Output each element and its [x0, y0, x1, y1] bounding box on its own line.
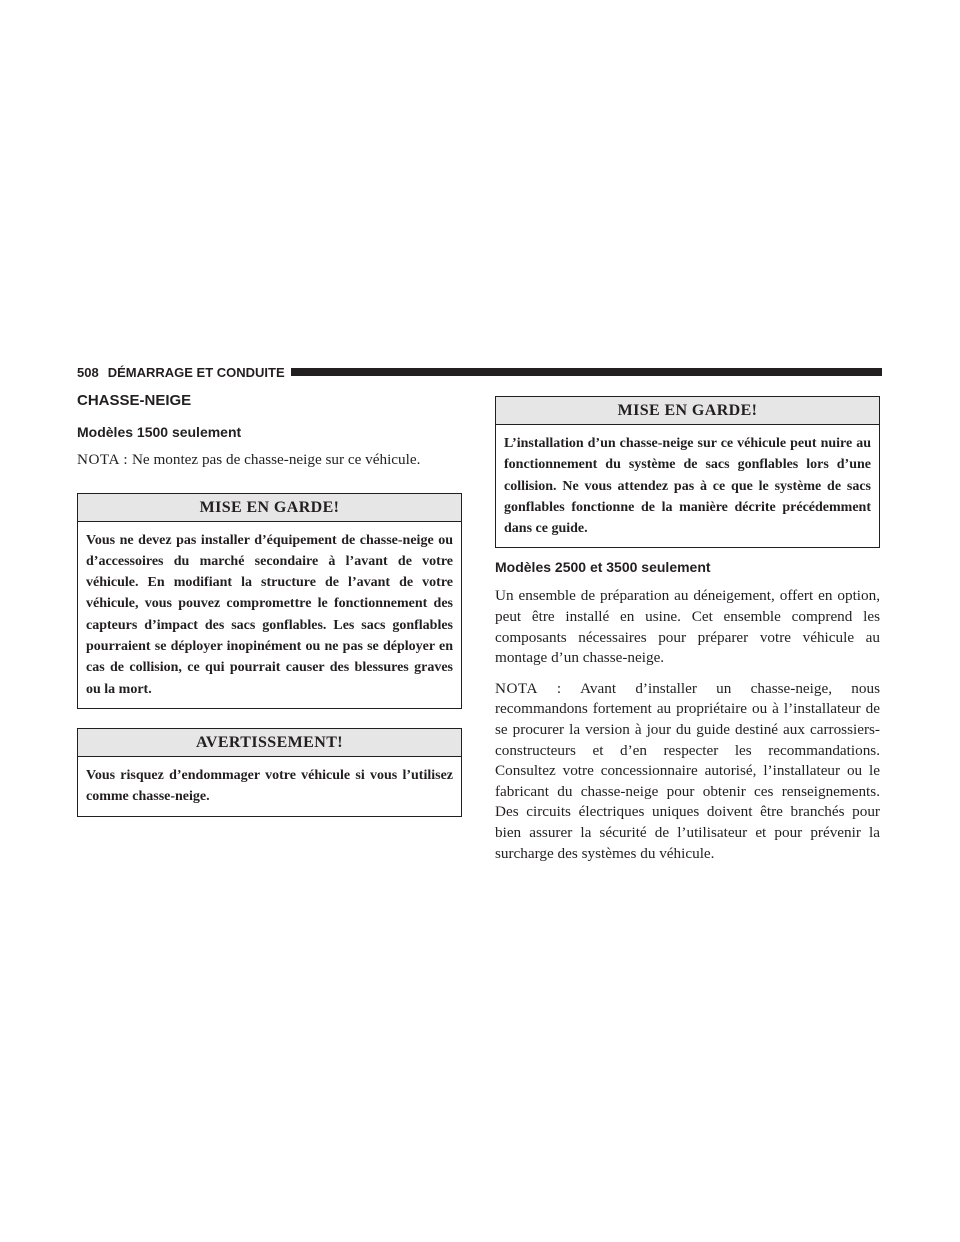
- warning-body: L’installation d’un chasse-neige sur ce véhicule peut nuire au fonctionnement du système de sacs gonflables lors d’une collision. Ne vous attendez pas à ce que le système de sacs gonflables fonctionne de la manière décrite précédemment dans ce guide.: [504, 436, 871, 537]
- page-header: [77, 360, 882, 384]
- header-rule: [291, 368, 882, 376]
- right-column: [495, 392, 880, 864]
- subheading-1500: Modèles 1500 seulement: [77, 424, 242, 440]
- note-label: NOTA :: [495, 679, 562, 697]
- note-paragraph: [77, 450, 462, 471]
- section-heading: CHASSE-NEIGE: [77, 392, 192, 409]
- warning-box-1: [77, 493, 462, 709]
- note-text: Avant d’installer un chasse-neige, nous recommandons fortement au propriétaire ou à l’installateur de se procurer la version à jour du guide destiné aux carrossiers-constructeurs et d’en respecter les recommandations. Consultez votre concessionnaire autorisé, l’installateur ou le fabricant du chasse-neige pour obtenir ces renseignements. Des circuits électriques uniques doivent être branchés pour bien assurer la sécurité de l’utilisateur et pour prévenir la surcharge des systèmes du véhicule.: [495, 679, 880, 862]
- warning-title: MISE EN GARDE!: [496, 397, 879, 425]
- section-title: DÉMARRAGE ET CONDUITE: [107, 364, 285, 380]
- left-column: [77, 392, 462, 817]
- note-paragraph: [495, 679, 880, 864]
- note-text: Ne montez pas de chasse-neige sur ce véhicule.: [131, 451, 421, 468]
- note-label: NOTA :: [77, 451, 129, 468]
- warning-title: MISE EN GARDE!: [78, 494, 461, 522]
- caution-body: Vous risquez d’endommager votre véhicule si vous l’utilisez comme chasse-neige.: [86, 767, 453, 805]
- caution-box: [77, 728, 462, 817]
- subheading-2500-3500: Modèles 2500 et 3500 seulement: [495, 559, 711, 576]
- page-number: 508: [77, 364, 99, 380]
- warning-box-2: [495, 396, 880, 548]
- caution-title: AVERTISSEMENT!: [78, 729, 461, 757]
- warning-body: Vous ne devez pas installer d’équipement de chasse-neige ou d’accessoires du marché secondaire à l’avant de votre véhicule. En modifiant la structure de l’avant de votre véhicule, vous pouvez compromettre le fonctionnement des capteurs d’impact des sacs gonflables. Les sacs gonflables pourraient se déployer inopinément ou ne pas se déployer en cas de collision, ce qui pourrait causer des blessures graves ou la mort.: [86, 532, 453, 697]
- intro-paragraph: Un ensemble de préparation au déneigement, offert en option, peut être installé en usine. Cet ensemble comprend les composants nécessaires pour préparer votre véhicule au montage d’un chasse-neige.: [495, 587, 880, 667]
